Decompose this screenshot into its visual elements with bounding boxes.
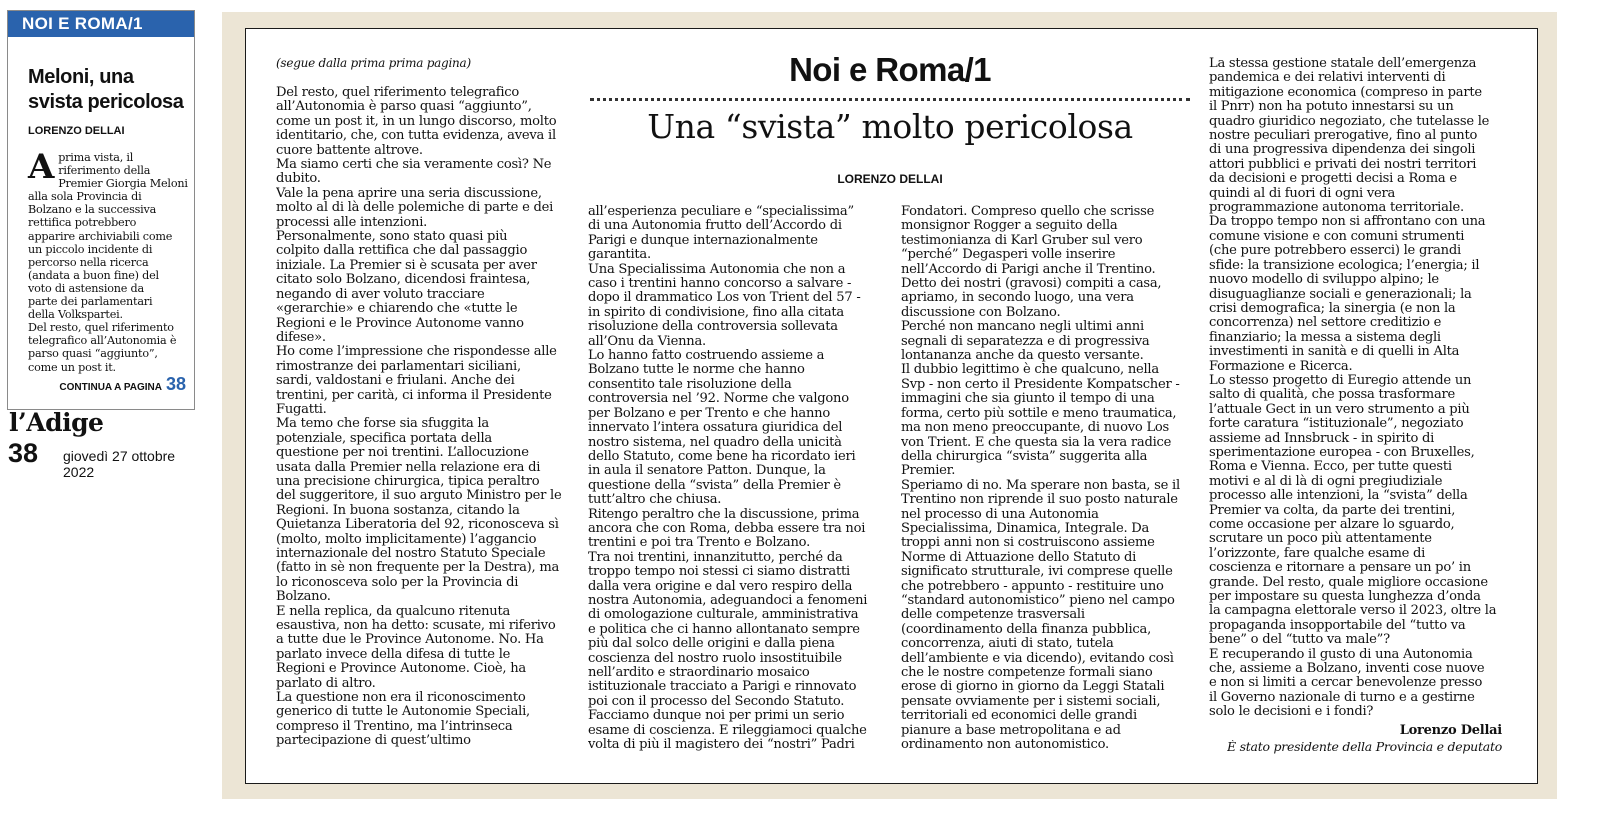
article-column-4: La stessa gestione statale dell’emergenza pandemica e dei relativi interventi di mitigazione economica (compreso in parte il Pnrr) non ha potuto innestarsi su un quadro giuridico negoziato, che tutelasse le nostre peculiari prerogative, fino al punto di una progressiva dipendenza dei singoli attori pubblici e privati dei nostri territori da decisioni e progetti decisi a Roma e quindi al di fuori di ogni vera programmazione autonoma territoriale. Da troppo tempo non si affrontano con una comune visione e con comuni strumenti (che pure potrebbero esserci) le grandi sfide: la transizione ecologica; l’energia; il nuovo modello di sviluppo alpino; le disuguaglianze sociali e generazionali; la crisi demografica; la sinergia (e non la concorrenza) nel settore creditizio e finanziario; la messa a sistema degli investimenti in sanità e di quelli in Alta Formazione e Ricerca. Lo stesso progetto di Euregio attende un salto di qualità, che possa trasformare l’attuale Gect in un vero strumento a più forte caratura “istituzionale”, negoziato assieme ad Innsbruck - in spirito di sperimentazione europea - con Bruxelles, Roma e Vienna. Ecco, per tutte questi motivi e al di là di ogni pregiudiziale processo alle intenzioni, la “svista” della Premier va colta, da parte dei trentini, come occasione per alzare lo sguardo, scrutare un poco più attentamente l’orizzonte, fare qualche esame di coscienza e ritornare a pensare un po’ in grande. Del resto, quale migliore occasione per impostare su questa lunghezza d’onda la campagna elettorale verso il 2023, oltre la propaganda insopportabile del “tutto va bene” o del “tutto va male”? E recuperando il gusto di una Autonomia che, assieme a Bolzano, inventi cose nuove e non si limiti a cercar benevolenze presso il Governo nazionale di turno e a gestirne solo le decisioni e i fondi?: [1209, 57, 1497, 720]
publication-date: giovedì 27 ottobre 2022: [63, 448, 176, 480]
article-column-3: Fondatori. Compreso quello che scrisse monsignor Rogger a seguito della testimonianza di Karl Gruber sul vero “perché” Degasperi volle inserire nell’Accordo di Parigi anche il Trentino. Detto dei nostri (gravosi) compiti a casa, apriamo, in secondo luogo, una vera discussione con Bolzano. Perché non mancano negli ultimi anni segnali di separatezza e di progressiva lontananza anche da questo versante. Il dubbio legittimo è che qualcuno, nella Svp - non certo il Presidente Kompatscher - immagini che sia giunto il tempo di una forma, certo più sottile e meno traumatica, ma non meno preoccupante, di nuovo Los von Trient. E che questa sia la vera radice della chirurgica “svista” suggerita alla Premier. Speriamo di no. Ma sperare non basta, se il Trentino non riprende il suo posto naturale nel processo di una Autonomia Specialissima, Dinamica, Integrale. Da troppi anni non si costruiscono assieme Norme di Attuazione dello Statuto di significato strutturale, ivi comprese quelle che potrebbero - appunto - restituire uno “standard autonomistico” pieno nel campo delle competenze trasversali (coordinamento della finanza pubblica, concorrenza, aiuti di stato, tutela dell’ambiente e via dicendo), evitando così che le nostre competenze formali siano erose di giorno in giorno da Leggi Statali pensate ovviamente per i sistemi sociali, territoriali ed economici delle grandi pianure a base metropolitana e ad ordinamento non autonomistico.: [901, 205, 1180, 753]
teaser-box: [7, 10, 195, 410]
continue-link[interactable]: [59, 374, 186, 395]
drop-cap: A: [28, 147, 55, 187]
teaser-text: prima vista, il riferimento della Premier Giorgia Meloni alla sola Provincia di Bolzano e la successiva rettifica potrebbero apparire archiviabili come un piccolo incidente di percorso nella ricerca (andata a buon fine) del voto di astensione da parte dei parlamentari della Volkspartei. Del resto, quel riferimento telegrafico all’Autonomia è parso quasi “aggiunto”, come un post it.: [28, 151, 188, 374]
article-byline: LORENZO DELLAI: [837, 172, 943, 186]
article-page: [245, 28, 1538, 784]
section-label: NOI E ROMA/1: [8, 11, 194, 37]
article-headline: Una “svista” molto pericolosa: [647, 107, 1133, 146]
page-number: 38: [8, 438, 39, 468]
segue-note: (segue dalla prima prima pagina): [276, 56, 471, 70]
article-kicker: Noi e Roma/1: [789, 51, 991, 88]
dotted-divider: [590, 98, 1190, 101]
continue-page-number: 38: [165, 374, 186, 394]
article-column-2: all’esperienza peculiare e “specialissima” di una Autonomia frutto dell’Accordo di Parigi e dunque internazionalmente garantita. Una Specialissima Autonomia che non a caso i trentini hanno concorso a salvare - dopo il drammatico Los von Trient del 57 - in spirito di condivisione, fino alla citata risoluzione della controversia sollevata all’Onu da Vienna. Lo hanno fatto costruendo assieme a Bolzano tutte le norme che hanno consentito tale risoluzione della controversia nel ’92. Norme che valgono per Bolzano e per Trento e che hanno innervato l’intera ossatura giuridica del nostro sistema, nel quadro della unicità dello Statuto, come bene ha ricordato ieri in aula il senatore Patton. Dunque, la questione della “svista” della Premier è tutt’altro che chiusa. Ritengo peraltro che la discussione, prima ancora che con Roma, debba essere tra noi trentini e poi tra Trento e Bolzano. Tra noi trentini, innanzitutto, perché da troppo tempo noi stessi ci siamo distratti dalla vera origine e dal vero respiro della nostra Autonomia, adeguandoci a fenomeni di omologazione culturale, amministrativa e politica che ci hanno allontanato sempre più dal solco delle origini e dalla piena coscienza del nostro ruolo insostituibile nell’ardito e straordinario mosaico istituzionale tracciato a Parigi e rinnovato poi con il processo del Secondo Statuto. Facciamo dunque noi per primi un serio esame di coscienza. E rileggiamoci qualche volta di più il magistero dei “nostri” Padri: [588, 205, 868, 753]
continue-label: CONTINUA A PAGINA: [59, 382, 162, 393]
signature-role: È stato presidente della Provincia e deputato: [1226, 740, 1502, 754]
teaser-title[interactable]: Meloni, una svista pericolosa: [28, 66, 184, 113]
sidebar-teaser: [0, 0, 210, 835]
newspaper-masthead: l’Adige: [9, 408, 104, 437]
signature-name: Lorenzo Dellai: [1399, 724, 1502, 738]
teaser-body: [8, 137, 194, 374]
article-column-1: Del resto, quel riferimento telegrafico all’Autonomia è parso quasi “aggiunto”, come un post it, in un lungo discorso, molto identitario, che, con tutta evidenza, aveva il cuore battente altrove. Ma siamo certi che sia veramente così? Ne dubito. Vale la pena aprire una seria discussione, molto al di là delle polemiche di parte e dei processi alle intenzioni. Personalmente, sono stato quasi più colpito dalla rettifica che dal passaggio iniziale. La Premier si è scusata per aver citato solo Bolzano, dicendosi fraintesa, negando di aver voluto tracciare «gerarchie» e chiarendo che «tutte le Regioni e le Province Autonome vanno difese». Ho come l’impressione che rispondesse alle rimostranze dei parlamentari siciliani, sardi, valdostani e friulani. Anche dei trentini, per carità, ci informa il Presidente Fugatti. Ma temo che forse sia sfuggita la potenziale, specifica portata della questione per noi trentini. L’allocuzione usata dalla Premier nella relazione era di una precisione chirurgica, tipica peraltro del suggeritore, il suo arguto Ministro per le Regioni. In buona sostanza, citando la Quietanza Liberatoria del 92, riconosceva sì (molto, molto implicitamente) l’aggancio internazionale del nostro Statuto Speciale (fatto in sè non frequente per la Destra), ma lo riconosceva solo per la Provincia di Bolzano. E nella replica, da qualcuno ritenuta esaustiva, non ha detto: scusate, mi riferivo a tutte due le Province Autonome. No. Ha parlato invece della difesa di tutte le Regioni e Province Autonome. Cioè, ha parlato di altro. La questione non era il riconoscimento generico di tutte le Autonomie Speciali, compreso il Trentino, ma l’intrinseca partecipazione di quest’ultimo: [276, 86, 562, 749]
teaser-author: LORENZO DELLAI: [28, 125, 125, 137]
